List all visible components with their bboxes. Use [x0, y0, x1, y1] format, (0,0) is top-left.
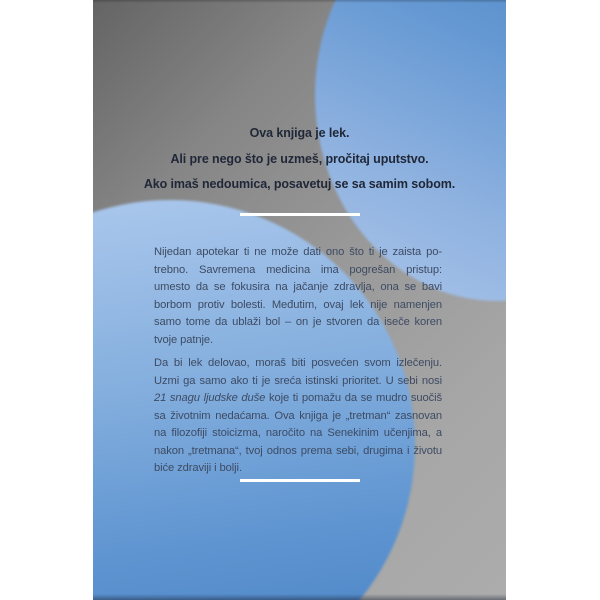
divider-line-top: [240, 213, 360, 216]
cover-bottom-edge-shadow: [93, 594, 506, 600]
body-line: umesto da se fokusira na jačanje zdravlja, ona se bavi: [154, 281, 442, 293]
headline-line-2: Ali pre nego što je uzmeš, pročitaj uputstvo.: [170, 151, 429, 166]
body-line: borbom protiv bolesti. Međutim, ovaj lek nije namenjen: [154, 298, 442, 311]
body-line: 21 snagu ljudske duše koje ti pomažu da se mudro suočiš: [154, 392, 442, 404]
headline-line-3: Ako imaš nedoumica, posavetuj se sa samim sobom.: [143, 177, 456, 191]
divider-line-bottom: [240, 479, 360, 482]
body-line: Uzmi ga samo ako ti je sreća istinski prioritet. U sebi nosi: [154, 374, 442, 387]
paragraph: [154, 355, 442, 478]
body-line: nakon „tretmana“, tvoj odnos prema sebi, drugima i životu: [154, 444, 442, 457]
headline-block: [93, 121, 506, 198]
body-line: tvoje patnje.: [154, 333, 214, 346]
body-line: biće zdraviji i bolji.: [154, 462, 242, 474]
body-line: Nijedan apotekar ti ne može dati ono što ti je zaista po-: [154, 246, 442, 258]
headline-line-1: Ova knjiga je lek.: [249, 126, 350, 140]
paragraph: [154, 244, 442, 349]
body-line: Da bi lek delovao, moraš biti posvećen svom izlečenju.: [154, 357, 442, 369]
cover-top-edge-shadow: [93, 0, 506, 3]
book-back-cover: [93, 0, 506, 600]
body-line: na filozofiji stoicizma, naročito na Senekinim učenjima, a: [154, 427, 442, 439]
body-text: [154, 244, 442, 484]
body-line: samo tome da ublaži bol – on je stvoren da iseče koren: [154, 316, 442, 328]
body-line: sa životnim nedaćama. Ova knjiga je „tretman“ zasnovan: [154, 409, 442, 422]
body-line: trebno. Savremena medicina ima pogrešan pristup:: [154, 263, 442, 276]
